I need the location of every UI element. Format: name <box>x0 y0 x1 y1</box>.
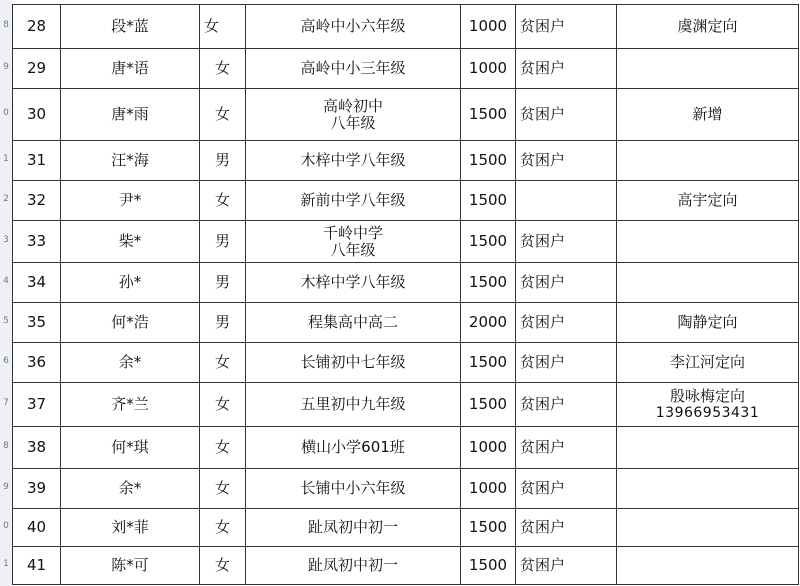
student-aid-table <box>12 4 799 585</box>
gender-cell[interactable]: 女 <box>200 89 246 141</box>
no-cell[interactable]: 33 <box>13 221 61 263</box>
no-cell[interactable]: 35 <box>13 303 61 343</box>
amount-cell[interactable]: 1000 <box>461 5 516 49</box>
school-cell[interactable] <box>246 303 461 343</box>
school-text: 长铺中小六年级 <box>300 479 406 497</box>
school-text: 木梓中学八年级 <box>300 273 406 291</box>
note-cell[interactable] <box>617 5 799 49</box>
school-text: 横山小学601班 <box>301 438 405 456</box>
school-text <box>323 225 383 259</box>
table-row <box>13 181 799 221</box>
school-cell[interactable] <box>246 221 461 263</box>
amount-cell[interactable]: 1500 <box>461 383 516 427</box>
school-line: 高岭初中 <box>322 96 383 115</box>
table-row <box>13 509 799 547</box>
school-cell[interactable] <box>246 427 461 469</box>
name-cell[interactable]: 刘*菲 <box>61 509 200 547</box>
name-cell[interactable]: 段*蓝 <box>61 5 200 49</box>
school-line: 千岭中学 <box>322 223 383 242</box>
school-cell[interactable] <box>246 547 461 585</box>
amount-cell[interactable]: 1500 <box>461 141 516 181</box>
table-row <box>13 221 799 263</box>
note-cell[interactable] <box>617 303 799 343</box>
type-cell[interactable]: 贫困户 <box>516 49 617 89</box>
name-cell[interactable]: 孙* <box>61 263 200 303</box>
table-row <box>13 343 799 383</box>
school-line: 八年级 <box>330 113 376 132</box>
row-header-number[interactable]: 9 <box>3 482 9 492</box>
school-text: 趾凤初中初一 <box>307 556 398 574</box>
no-cell[interactable]: 30 <box>13 89 61 141</box>
name-cell[interactable]: 何*浩 <box>61 303 200 343</box>
school-text: 长铺初中七年级 <box>300 353 406 371</box>
name-cell[interactable]: 汪*海 <box>61 141 200 181</box>
gender-cell[interactable]: 女 <box>200 5 246 49</box>
gender-cell[interactable]: 女 <box>200 49 246 89</box>
school-cell[interactable] <box>246 263 461 303</box>
type-cell[interactable]: 贫困户 <box>516 469 617 509</box>
note-cell[interactable] <box>617 469 799 509</box>
name-cell[interactable]: 余* <box>61 343 200 383</box>
type-cell[interactable]: 贫困户 <box>516 263 617 303</box>
table-row <box>13 49 799 89</box>
type-cell[interactable]: 贫困户 <box>516 547 617 585</box>
table-row <box>13 89 799 141</box>
gender-cell[interactable]: 女 <box>200 509 246 547</box>
note-cell[interactable] <box>617 547 799 585</box>
school-cell[interactable] <box>246 509 461 547</box>
note-text: 李江河定向 <box>669 353 745 371</box>
note-cell[interactable] <box>617 383 799 427</box>
school-cell[interactable] <box>246 469 461 509</box>
no-cell[interactable]: 29 <box>13 49 61 89</box>
school-line: 八年级 <box>330 240 376 259</box>
school-text <box>323 98 383 132</box>
note-text: 虞渊定向 <box>677 17 738 35</box>
note-cell[interactable] <box>617 49 799 89</box>
gender-cell[interactable]: 男 <box>200 141 246 181</box>
school-cell[interactable] <box>246 181 461 221</box>
note-text: 高宇定向 <box>677 191 738 209</box>
note-cell[interactable] <box>617 181 799 221</box>
name-cell[interactable]: 齐*兰 <box>61 383 200 427</box>
school-cell[interactable] <box>246 343 461 383</box>
school-cell[interactable] <box>246 89 461 141</box>
row-header-number[interactable]: 8 <box>3 20 9 30</box>
type-cell[interactable]: 贫困户 <box>516 343 617 383</box>
no-cell[interactable]: 31 <box>13 141 61 181</box>
name-cell[interactable]: 唐*语 <box>61 49 200 89</box>
school-text: 木梓中学八年级 <box>300 151 406 169</box>
table-row <box>13 547 799 585</box>
school-cell[interactable] <box>246 49 461 89</box>
no-cell[interactable]: 41 <box>13 547 61 585</box>
type-cell[interactable]: 贫困户 <box>516 5 617 49</box>
no-cell[interactable]: 40 <box>13 509 61 547</box>
note-text <box>656 388 759 422</box>
row-header-gutter <box>0 0 12 586</box>
gender-cell[interactable]: 女 <box>200 181 246 221</box>
school-text: 趾凤初中初一 <box>307 518 398 536</box>
note-cell[interactable] <box>617 89 799 141</box>
gender-cell[interactable]: 男 <box>200 221 246 263</box>
row-header-number[interactable]: 4 <box>3 276 9 286</box>
no-cell[interactable]: 34 <box>13 263 61 303</box>
row-header-number[interactable]: 9 <box>3 62 9 72</box>
row-header-number[interactable]: 0 <box>3 108 9 118</box>
amount-cell[interactable]: 1000 <box>461 469 516 509</box>
amount-cell[interactable]: 1500 <box>461 547 516 585</box>
note-text: 陶静定向 <box>677 313 738 331</box>
row-header-number[interactable]: 6 <box>3 356 9 366</box>
row-header-number[interactable]: 5 <box>3 316 9 326</box>
school-text: 新前中学八年级 <box>300 191 406 209</box>
school-text: 高岭中小六年级 <box>300 17 406 35</box>
table-row <box>13 141 799 181</box>
type-cell[interactable]: 贫困户 <box>516 303 617 343</box>
table-row <box>13 5 799 49</box>
amount-cell[interactable]: 1500 <box>461 509 516 547</box>
amount-cell[interactable]: 1500 <box>461 221 516 263</box>
gender-cell[interactable]: 女 <box>200 547 246 585</box>
no-cell[interactable]: 37 <box>13 383 61 427</box>
note-cell[interactable] <box>617 263 799 303</box>
name-cell[interactable]: 陈*可 <box>61 547 200 585</box>
amount-cell[interactable]: 1500 <box>461 181 516 221</box>
table-row <box>13 383 799 427</box>
no-cell[interactable]: 32 <box>13 181 61 221</box>
no-cell[interactable]: 38 <box>13 427 61 469</box>
table-row <box>13 469 799 509</box>
row-header-number[interactable]: 7 <box>3 398 9 408</box>
name-cell[interactable]: 尹* <box>61 181 200 221</box>
amount-cell[interactable]: 1500 <box>461 343 516 383</box>
school-cell[interactable] <box>246 141 461 181</box>
note-cell[interactable] <box>617 141 799 181</box>
amount-cell[interactable]: 1000 <box>461 427 516 469</box>
gender-cell[interactable]: 女 <box>200 469 246 509</box>
row-header-number[interactable]: 0 <box>3 521 9 531</box>
name-cell[interactable]: 唐*雨 <box>61 89 200 141</box>
gender-cell[interactable]: 女 <box>200 343 246 383</box>
table-row <box>13 263 799 303</box>
gender-cell[interactable]: 男 <box>200 303 246 343</box>
school-cell[interactable] <box>246 5 461 49</box>
row-header-number[interactable]: 1 <box>3 154 9 164</box>
no-cell[interactable]: 28 <box>13 5 61 49</box>
amount-cell[interactable]: 1000 <box>461 49 516 89</box>
type-cell[interactable]: 贫困户 <box>516 427 617 469</box>
table-row <box>13 427 799 469</box>
row-header-number[interactable]: 8 <box>3 441 9 451</box>
note-line: 殷咏梅定向 <box>669 386 745 405</box>
note-cell[interactable] <box>617 221 799 263</box>
note-text: 新增 <box>692 105 723 123</box>
type-cell[interactable]: 贫困户 <box>516 383 617 427</box>
type-cell[interactable]: 贫困户 <box>516 509 617 547</box>
gender-cell[interactable]: 女 <box>200 383 246 427</box>
table-row <box>13 303 799 343</box>
school-cell[interactable] <box>246 383 461 427</box>
no-cell[interactable]: 36 <box>13 343 61 383</box>
note-line: 13966953431 <box>655 404 760 421</box>
row-header-number[interactable]: 3 <box>3 235 9 245</box>
type-cell[interactable]: 贫困户 <box>516 141 617 181</box>
amount-cell[interactable]: 1500 <box>461 263 516 303</box>
type-cell[interactable]: 贫困户 <box>516 221 617 263</box>
gender-cell[interactable]: 女 <box>200 427 246 469</box>
name-cell[interactable]: 柴* <box>61 221 200 263</box>
name-cell[interactable]: 余* <box>61 469 200 509</box>
note-cell[interactable] <box>617 509 799 547</box>
school-text: 五里初中九年级 <box>300 395 406 413</box>
note-cell[interactable] <box>617 343 799 383</box>
school-text: 程集高中高二 <box>307 313 398 331</box>
name-cell[interactable]: 何*琪 <box>61 427 200 469</box>
type-cell[interactable] <box>516 181 617 221</box>
type-cell[interactable]: 贫困户 <box>516 89 617 141</box>
no-cell[interactable]: 39 <box>13 469 61 509</box>
school-text: 高岭中小三年级 <box>300 59 406 77</box>
note-cell[interactable] <box>617 427 799 469</box>
gender-cell[interactable]: 男 <box>200 263 246 303</box>
amount-cell[interactable]: 2000 <box>461 303 516 343</box>
row-header-number[interactable]: 1 <box>3 559 9 569</box>
row-header-number[interactable]: 2 <box>3 194 9 204</box>
amount-cell[interactable]: 1500 <box>461 89 516 141</box>
